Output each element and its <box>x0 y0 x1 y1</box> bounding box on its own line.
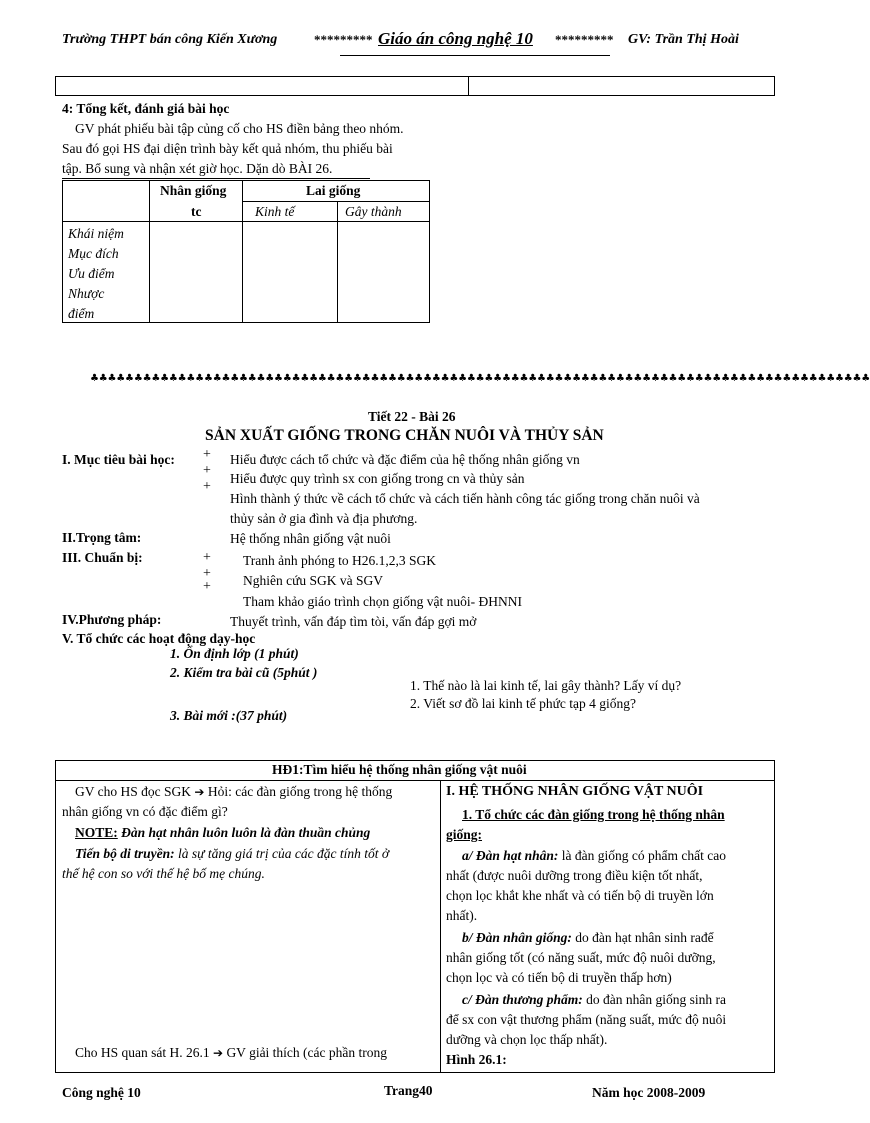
right-arrow-icon: ➔ <box>213 1046 224 1060</box>
commercial-line-2: để sx con vật thương phẩm (năng suất, mức độ nuôi <box>446 1012 727 1027</box>
worksheet-row-label: Mục đích <box>68 246 119 261</box>
header-stars-left: ********* <box>314 32 373 47</box>
commercial-line-3: dưỡng và chọn lọc thấp nhất). <box>446 1032 608 1047</box>
activity-header-line <box>55 780 775 781</box>
worksheet-sub-breeding: Gây thành <box>345 204 402 219</box>
progress-label: Tiến bộ di truyền: <box>75 846 175 861</box>
activity-title: HĐ1:Tìm hiểu hệ thống nhân giống vật nuôi <box>272 762 527 777</box>
prep-item: Tranh ảnh phóng to H26.1,2,3 SGK <box>243 553 437 568</box>
nucleus-line-3: chọn lọc khắt khe nhất và có tiến bộ di truyền lớn <box>446 888 714 903</box>
worksheet-row-label: Khái niệm <box>68 226 124 241</box>
worksheet-row-label: điểm <box>68 306 95 321</box>
commercial-text: do đàn nhân giống sinh ra <box>586 992 726 1007</box>
prep-item: Nghiên cứu SGK và SGV <box>243 573 384 588</box>
previous-table-row <box>55 76 775 96</box>
progress-text: là sự tăng giá trị của các đặc tính tốt ở <box>178 846 390 861</box>
activity-left-line-2: nhân giống vn có đặc điểm gì? <box>62 804 228 819</box>
activity-left-text: GV cho HS đọc SGK <box>75 784 192 799</box>
commercial-label: c/ Đàn thương phẩm: <box>462 992 583 1007</box>
plus-bullet: + <box>203 579 211 594</box>
observe-text-2: GV giải thích (các phần trong <box>226 1045 388 1060</box>
multiplier-line-3: chọn lọc và có tiến bộ di truyền thấp hơn) <box>446 970 672 985</box>
worksheet-row-label: Ưu điểm <box>68 266 115 281</box>
prep-item: Tham khảo giáo trình chọn giống vật nuôi- ĐHNNI <box>243 594 522 609</box>
nucleus-label: a/ Đàn hạt nhân: <box>462 848 559 863</box>
header-school: Trường THPT bán công Kiến Xương <box>62 32 278 47</box>
objective-item: Hiểu được quy trình sx con giống trong cn và thủy sản <box>230 471 525 486</box>
method-text: Thuyết trình, vấn đáp tìm tòi, vấn đáp gợi mở <box>230 614 477 629</box>
step-3: 3. Bài mới :(37 phút) <box>170 708 288 723</box>
step-1: 1. Ổn định lớp (1 phút) <box>170 646 299 661</box>
header-teacher: GV: Trần Thị Hoài <box>628 32 739 47</box>
worksheet-col-purebred: Nhân giống <box>160 183 227 198</box>
plus-bullet: + <box>203 566 211 581</box>
activity-progress <box>75 844 389 865</box>
multiplier-text: do đàn hạt nhân sinh rađể <box>575 930 714 945</box>
footer-subject: Công nghệ 10 <box>62 1085 141 1100</box>
worksheet-col-line-1 <box>149 180 150 323</box>
activity-col-line <box>440 780 441 1073</box>
focus-text: Hệ thống nhân giống vật nuôi <box>230 531 391 546</box>
worksheet-header-line <box>62 221 430 222</box>
step-2: 2. Kiểm tra bài cũ (5phút ) <box>170 665 318 680</box>
system-heading: I. HỆ THỐNG NHÂN GIỐNG VẬT NUÔI <box>446 784 704 799</box>
review-question-1: 1. Thế nào là lai kinh tế, lai gây thành? Lấy ví dụ? <box>410 678 682 693</box>
note-text: Đàn hạt nhân luôn luôn là đàn thuần chủng <box>121 825 371 840</box>
nucleus-line-4: nhất). <box>446 908 478 923</box>
activity-progress-2: thế hệ con so với thế hệ bố mẹ chúng. <box>62 866 265 881</box>
multiplier-herd <box>462 928 714 949</box>
nucleus-text: là đàn giống có phẩm chất cao <box>561 848 726 863</box>
prep-label: III. Chuẩn bị: <box>62 550 143 565</box>
note-label: NOTE: <box>75 825 118 840</box>
worksheet-col-purebred-2: tc <box>191 204 202 219</box>
activity-left-text: Hỏi: các đàn giống trong hệ thống <box>207 784 393 799</box>
worksheet-sub-header-line <box>242 201 430 202</box>
summary-line-2: Sau đó gọi HS đại diện trình bày kết quả nhóm, thu phiếu bài <box>62 141 393 156</box>
plus-bullet: + <box>203 550 211 565</box>
nucleus-line-2: nhất (được nuôi dưỡng trong điều kiện tốt nhất, <box>446 868 703 883</box>
review-question-2: 2. Viết sơ đồ lai kinh tế phức tạp 4 giống? <box>410 696 636 711</box>
method-label: IV.Phương pháp: <box>62 612 162 627</box>
objective-item: thủy sản ở gia đình và địa phương. <box>230 511 418 526</box>
plus-bullet: + <box>203 463 211 478</box>
commercial-herd <box>462 990 726 1011</box>
club-divider: ♣♣♣♣♣♣♣♣♣♣♣♣♣♣♣♣♣♣♣♣♣♣♣♣♣♣♣♣♣♣♣♣♣♣♣♣♣♣♣♣♣♣♣♣♣♣♣♣♣♣♣♣♣♣♣♣♣♣♣♣♣♣♣♣♣♣♣♣♣♣♣♣♣♣♣♣♣♣♣♣♣♣♣♣♣♣♣♣♣ <box>90 373 870 384</box>
organization-label: V. Tổ chức các hoạt động dạy-học <box>62 631 256 646</box>
nucleus-herd <box>462 846 726 867</box>
system-sub-1: 1. Tổ chức các đàn giống trong hệ thống nhân <box>462 807 725 822</box>
lesson-title: SẢN XUẤT GIỐNG TRONG CHĂN NUÔI VÀ THỦY SẢN <box>205 427 604 444</box>
objective-item: Hiểu được cách tổ chức và đặc điểm của hệ thống nhân giống vn <box>230 452 580 467</box>
focus-label: II.Trọng tâm: <box>62 530 142 545</box>
lesson-period: Tiết 22 - Bài 26 <box>368 409 456 424</box>
objectives-label: I. Mục tiêu bài học: <box>62 452 175 467</box>
figure-label: Hình 26.1: <box>446 1052 507 1067</box>
footer-page: Trang40 <box>384 1083 433 1098</box>
objective-item: Hình thành ý thức về cách tổ chức và cách tiến hành công tác giống trong chăn nuôi và <box>230 491 700 506</box>
footer-year: Năm học 2008-2009 <box>592 1085 706 1100</box>
summary-line-3: tập. Bổ sung và nhận xét giờ học. Dặn dò BÀI 26. <box>62 161 333 176</box>
activity-observe <box>75 1043 387 1064</box>
summary-underline <box>62 178 370 179</box>
plus-bullet: + <box>203 479 211 494</box>
header-title: Giáo án công nghệ 10 <box>378 29 533 48</box>
multiplier-label: b/ Đàn nhân giống: <box>462 930 572 945</box>
activity-left-line-1 <box>75 782 392 803</box>
multiplier-line-2: nhân giống tốt (có năng suất, mức độ nuôi dưỡng, <box>446 950 716 965</box>
worksheet-sub-economic: Kinh tế <box>255 204 295 219</box>
plus-bullet: + <box>203 447 211 462</box>
summary-heading: 4: Tổng kết, đánh giá bài học <box>62 101 230 116</box>
previous-table-divider <box>468 76 469 96</box>
activity-note <box>75 823 370 844</box>
system-sub-1b: giống: <box>446 827 483 842</box>
header-stars-right: ********* <box>555 32 614 47</box>
worksheet-col-hybrid: Lai giống <box>306 183 361 198</box>
worksheet-row-label: Nhược <box>68 286 105 301</box>
summary-line-1: GV phát phiếu bài tập củng cố cho HS điền bảng theo nhóm. <box>75 121 404 136</box>
observe-text: Cho HS quan sát H. 26.1 <box>75 1045 210 1060</box>
right-arrow-icon: ➔ <box>194 785 205 799</box>
header-underline <box>340 55 610 56</box>
worksheet-col-line-3 <box>337 201 338 323</box>
